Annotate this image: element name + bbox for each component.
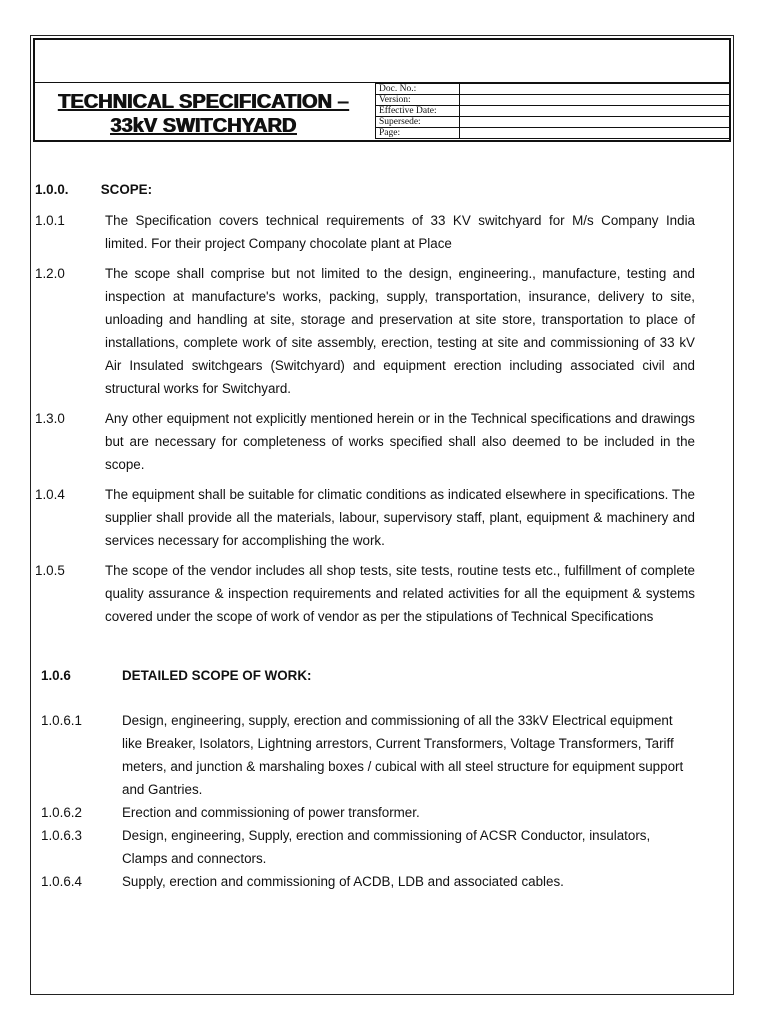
- scope-heading: [35, 178, 695, 202]
- item-number: 1.0.6.1: [41, 713, 82, 728]
- section-title: DETAILED SCOPE OF WORK:: [122, 668, 312, 683]
- clause-number: 1.0.1: [35, 213, 65, 228]
- title-line-2: 33kV SWITCHYARD: [110, 115, 296, 137]
- clause-number: 1.0.4: [35, 487, 65, 502]
- meta-value: [460, 95, 731, 106]
- list-item: [35, 824, 695, 870]
- section-number: 1.0.6: [41, 668, 71, 683]
- meta-label: Version:: [376, 95, 460, 106]
- meta-label: Supersede:: [376, 117, 460, 128]
- section-number: 1.0.0.: [35, 182, 69, 197]
- document-meta-table: [375, 83, 731, 139]
- meta-row-doc-no: [376, 84, 731, 95]
- item-text: Design, engineering, Supply, erection and commissioning of ACSR Conductor, insulators, Clamps and connectors.: [122, 828, 651, 866]
- item-number: 1.0.6.4: [41, 874, 82, 889]
- clause-number: 1.3.0: [35, 411, 65, 426]
- clause-number: 1.0.5: [35, 563, 65, 578]
- meta-value: [460, 84, 731, 95]
- list-item: [35, 870, 695, 893]
- clause: [35, 483, 695, 552]
- clause: [35, 559, 695, 628]
- meta-row-effective-date: [376, 106, 731, 117]
- meta-row-page: [376, 128, 731, 139]
- clause: [35, 262, 695, 400]
- item-text: Erection and commissioning of power transformer.: [122, 805, 420, 820]
- meta-row-version: [376, 95, 731, 106]
- item-text: Supply, erection and commissioning of ACDB, LDB and associated cables.: [122, 874, 564, 889]
- clause-number: 1.2.0: [35, 266, 65, 281]
- document-title: [53, 90, 353, 138]
- document-body: [35, 178, 695, 893]
- list-item: [35, 801, 695, 824]
- clause-text: The equipment shall be suitable for climatic conditions as indicated elsewhere in specifications. The supplier shall provide all the materials, labour, supervisory staff, plant, equipment & machinery and services necessary for accomplishing the work.: [105, 487, 695, 548]
- clause: [35, 407, 695, 476]
- list-item: [35, 709, 695, 801]
- item-text: Design, engineering, supply, erection and commissioning of all the 33kV Electrical equipment like Breaker, Isolators, Lightning arrestors, Current Transformers, Voltage Transformers, Tariff meters, and junction & marshaling boxes / cubical with all steel structure for equipment support and Gantries.: [122, 713, 684, 797]
- clause: [35, 209, 695, 255]
- meta-label: Effective Date:: [376, 106, 460, 117]
- title-line-1: TECHNICAL SPECIFICATION –: [57, 91, 349, 113]
- meta-value: [460, 106, 731, 117]
- meta-value: [460, 117, 731, 128]
- item-number: 1.0.6.3: [41, 828, 82, 843]
- clause-text: Any other equipment not explicitly mentioned herein or in the Technical specifications and drawings but are necessary for completeness of works specified shall also deemed to be included in the scope.: [105, 411, 695, 472]
- meta-label: Page:: [376, 128, 460, 139]
- item-number: 1.0.6.2: [41, 805, 82, 820]
- meta-value: [460, 128, 731, 139]
- meta-row-supersede: [376, 117, 731, 128]
- clause-text: The scope of the vendor includes all shop tests, site tests, routine tests etc., fulfillment of complete quality assurance & inspection requirements and related activities for all the equipment & systems covered under the scope of work of vendor as per the stipulations of Technical Specifications: [105, 563, 695, 624]
- detailed-scope-heading: [35, 664, 695, 687]
- document-header: [33, 38, 731, 142]
- clause-text: The scope shall comprise but not limited to the design, engineering., manufacture, testing and inspection at manufacture's works, packing, supply, transportation, insurance, delivery to site, unloading and handling at site, storage and preservation at site store, transportation to place of installations, complete work of site assembly, erection, testing at site and commissioning of 33 kV Air Insulated switchgears (Switchyard) and equipment erection including associated civil and structural works for Switchyard.: [105, 266, 695, 396]
- clause-text: The Specification covers technical requirements of 33 KV switchyard for M/s Company India limited. For their project Company chocolate plant at Place: [105, 213, 695, 251]
- meta-label: Doc. No.:: [376, 84, 460, 95]
- section-title: SCOPE:: [100, 182, 153, 197]
- detailed-scope-list: [35, 709, 695, 893]
